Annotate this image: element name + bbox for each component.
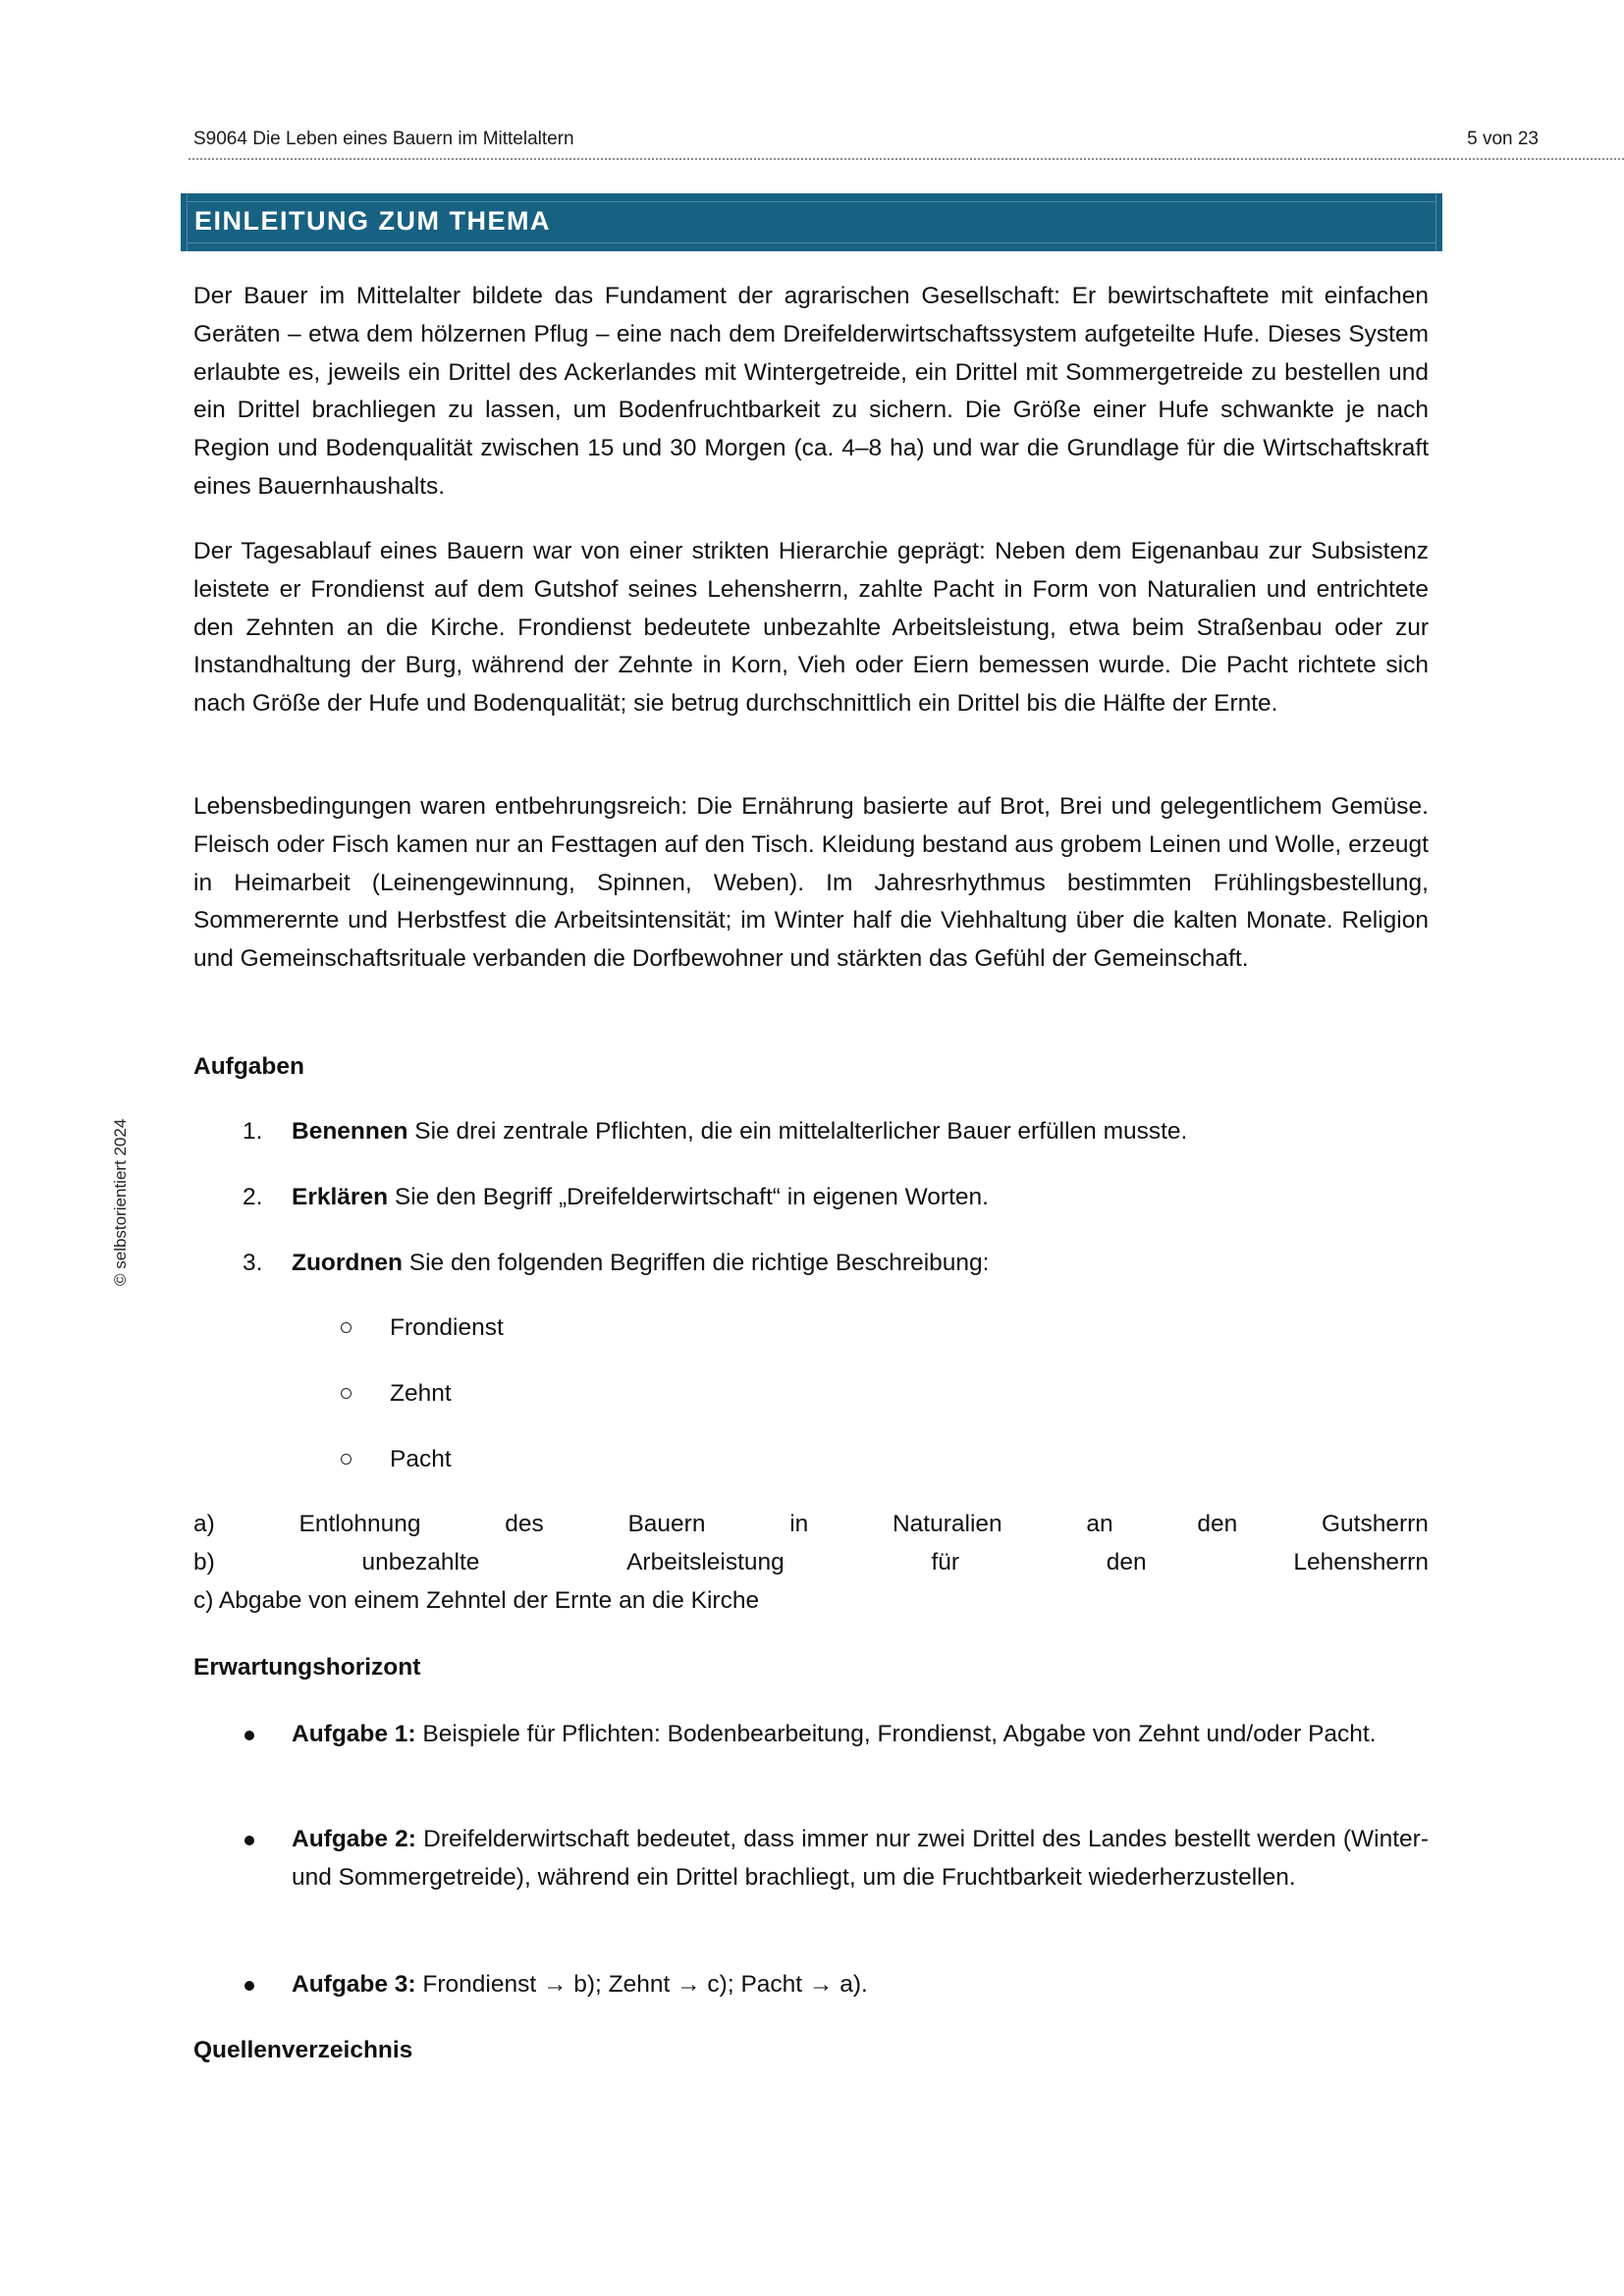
intro-paragraph-2: Der Tagesablauf eines Bauern war von einer strikten Hierarchie geprägt: Neben dem Eigenanbau zur Subsistenz leistete er Frondienst auf dem Gutshof seines Lehensherrn, zahlte Pacht in Form von Naturalien und entrichtete den Zehnten an die Kirche. Frondienst bedeutete unbezahlte Arbeitsleistung, etwa beim Straßenbau oder zur Instandhaltung der Burg, während der Zehnte in Korn, Vieh oder Eiern bemessen wurde. Die Pacht richtete sich nach Größe der Hufe und Bodenqualität; sie betrug durchschnittlich ein Drittel bis die Hälfte der Ernte. bbox=[193, 538, 1429, 718]
task-number: 1. bbox=[243, 1118, 263, 1145]
task-text: Sie den Begriff „Dreifelderwirtschaft“ in eigenen Worten. bbox=[388, 1184, 989, 1210]
bullet-icon bbox=[244, 1981, 254, 1991]
word: unbezahlte bbox=[361, 1549, 480, 1575]
intro-paragraph-3: Lebensbedingungen waren entbehrungsreich: Die Ernährung basierte auf Brot, Brei und gelegentlichem Gemüse. Fleisch oder Fisch kamen nur an Festtagen auf den Tisch. Kleidung bestand aus grobem Leinen und Wolle, erzeugt in Heimarbeit (Leinengewinnung, Spinnen, Weben). Im Jahresrhythmus bestimmten Frühlingsbestellung, Sommerernte und Herbstfest die Arbeitsintensität; im Winter half die Viehhaltung über die kalten Monate. Religion und Gemeinschaftsrituale verbanden die Dorfbewohner und stärkten das Gefühl der Gemeinschaft. bbox=[193, 793, 1429, 973]
term-label: Frondienst bbox=[390, 1314, 504, 1341]
bullet-icon bbox=[244, 1731, 254, 1740]
expectation-text: Frondienst → b); Zehnt → c); Pacht → a). bbox=[415, 1971, 868, 1998]
circle-bullet-icon bbox=[341, 1388, 352, 1399]
copyright-note: © selbstorientiert 2024 bbox=[111, 1118, 130, 1286]
word: Arbeitsleistung bbox=[626, 1549, 785, 1575]
word: Lehensherrn bbox=[1293, 1549, 1429, 1575]
word: des bbox=[505, 1511, 544, 1537]
circle-bullet-icon bbox=[341, 1322, 352, 1333]
word: Entlohnung bbox=[298, 1511, 421, 1537]
tasks-heading: Aufgaben bbox=[193, 1053, 304, 1080]
term-label: Zehnt bbox=[390, 1380, 452, 1407]
section-title: EINLEITUNG ZUM THEMA bbox=[194, 206, 551, 236]
task-verb: Benennen bbox=[292, 1118, 408, 1145]
word: für bbox=[931, 1549, 960, 1575]
word: Bauern bbox=[627, 1511, 706, 1537]
task-text: Sie drei zentrale Pflichten, die ein mittelalterlicher Bauer erfüllen musste. bbox=[407, 1118, 1188, 1145]
header-divider bbox=[189, 158, 1624, 160]
running-header bbox=[193, 129, 1539, 154]
section-banner bbox=[181, 193, 1442, 251]
expectation-label: Aufgabe 3: bbox=[292, 1971, 416, 1998]
expectation-text: Dreifelderwirtschaft bedeutet, dass immer nur zwei Drittel des Landes bestellt werden (Winter- und Sommergetreide), während ein Drittel brachliegt, um die Fruchtbarkeit wiederherzustellen. bbox=[292, 1826, 1429, 1891]
description-label: a) bbox=[193, 1511, 215, 1537]
expectation-label: Aufgabe 2: bbox=[292, 1826, 416, 1852]
word: Naturalien bbox=[892, 1511, 1002, 1537]
task-number: 2. bbox=[243, 1184, 263, 1210]
word: in bbox=[789, 1511, 809, 1537]
word: den bbox=[1197, 1511, 1238, 1537]
task-text: Sie den folgenden Begriffen die richtige Beschreibung: bbox=[402, 1250, 990, 1276]
task-number: 3. bbox=[243, 1250, 263, 1276]
expectation-text: Beispiele für Pflichten: Bodenbearbeitung, Frondienst, Abgabe von Zehnt und/oder Pacht. bbox=[415, 1721, 1377, 1747]
task-verb: Erklären bbox=[292, 1184, 389, 1210]
expectation-label: Aufgabe 1: bbox=[292, 1721, 416, 1747]
word: an bbox=[1086, 1511, 1113, 1537]
word: Gutsherrn bbox=[1321, 1511, 1429, 1537]
page-number: 5 von 23 bbox=[1467, 129, 1539, 149]
document-title: S9064 Die Leben eines Bauern im Mittelaltern bbox=[193, 129, 574, 149]
expectations-heading: Erwartungshorizont bbox=[193, 1654, 421, 1681]
description-b bbox=[193, 1544, 1429, 1582]
sources-heading: Quellenverzeichnis bbox=[193, 2037, 413, 2063]
description-c: c) Abgabe von einem Zehntel der Ernte an die Kirche bbox=[193, 1587, 760, 1614]
task-verb: Zuordnen bbox=[292, 1250, 403, 1276]
bullet-icon bbox=[244, 1836, 254, 1845]
intro-paragraph-1: Der Bauer im Mittelalter bildete das Fundament der agrarischen Gesellschaft: Er bewirtschaftete mit einfachen Geräten – etwa dem hölzernen Pflug – eine nach dem Dreifelderwirtschaftssystem aufgeteilte Hufe. Dieses System erlaubte es, jeweils ein Drittel des Ackerlandes mit Wintergetreide, ein Drittel mit Sommergetreide zu bestellen und ein Drittel brachliegen zu lassen, um Bodenfruchtbarkeit zu sichern. Die Größe einer Hufe schwankte je nach Region und Bodenqualität zwischen 15 und 30 Morgen (ca. 4–8 ha) und war die Grundlage für die Wirtschaftskraft eines Bauernhaushalts. bbox=[193, 283, 1429, 500]
term-label: Pacht bbox=[390, 1446, 452, 1472]
circle-bullet-icon bbox=[341, 1454, 352, 1465]
description-a bbox=[193, 1506, 1429, 1544]
description-label: b) bbox=[193, 1549, 215, 1575]
word: den bbox=[1106, 1549, 1147, 1575]
